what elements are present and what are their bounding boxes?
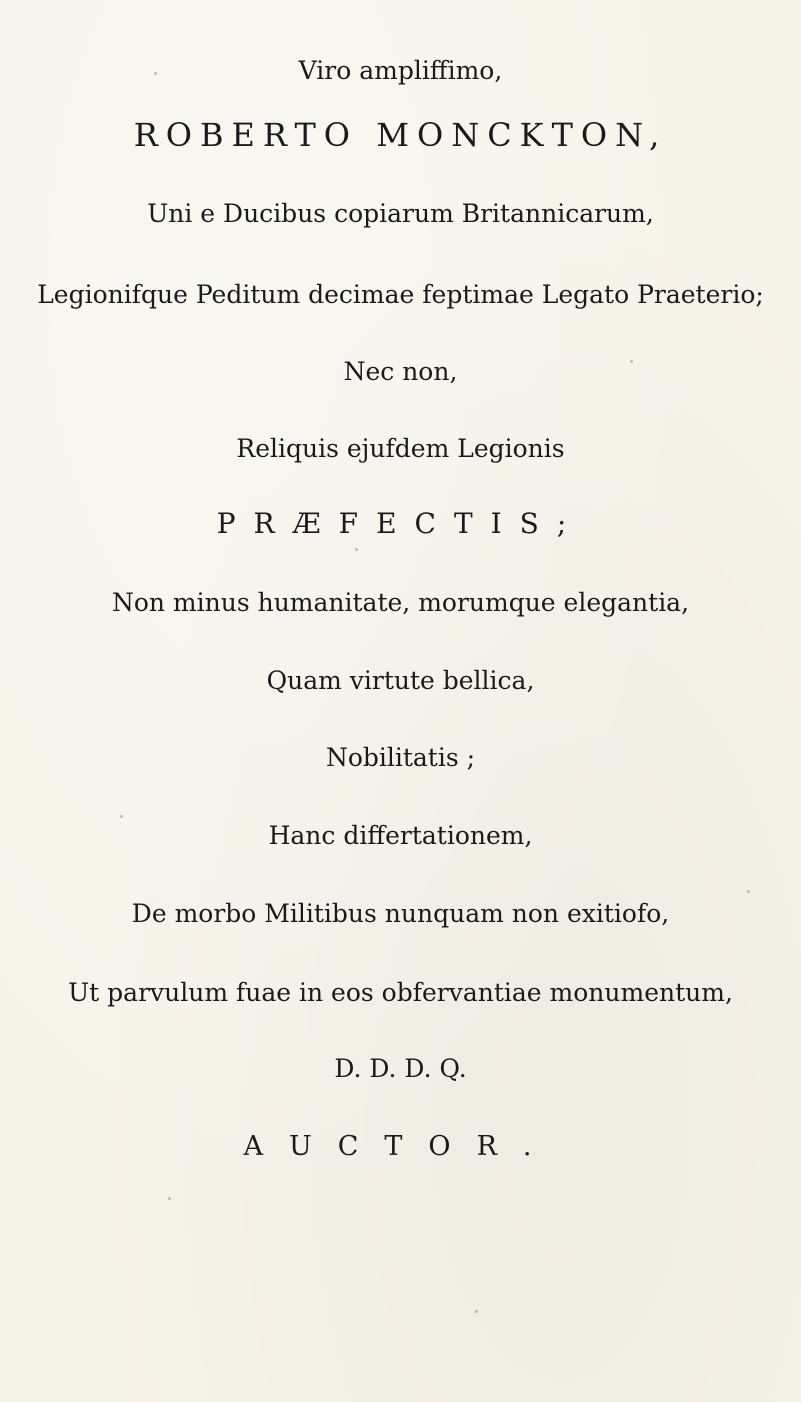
dedication-line-viro: Viro ampliffimo, <box>298 56 503 85</box>
paper-speck <box>630 360 633 363</box>
dedication-line-monumentum: Ut parvulum fuae in eos obfervantiae monumentum, <box>68 978 733 1007</box>
paper-speck <box>747 890 750 893</box>
dedication-name: ROBERTO MONCKTON, <box>133 116 668 154</box>
dedication-line-nec-non: Nec non, <box>343 357 458 386</box>
dedication-line-uni: Uni e Ducibus copiarum Britannicarum, <box>147 199 654 228</box>
dedication-line-nobilitatis: Nobilitatis ; <box>325 743 476 772</box>
paper-speck <box>154 72 157 75</box>
dedication-praefectis: PRÆFECTIS; <box>216 507 585 540</box>
dedication-line-legionis: Legionifque Peditum decimae feptimae Legato Praeterio; <box>37 280 764 309</box>
dedication-line-differtationem: Hanc differtationem, <box>268 821 533 850</box>
dedication-ddd: D. D. D. Q. <box>334 1054 467 1083</box>
paper-speck <box>475 1310 478 1313</box>
paper-speck <box>120 815 123 818</box>
paper-speck <box>168 1197 171 1200</box>
dedication-line-humanitate: Non minus humanitate, morumque elegantia, <box>111 588 690 617</box>
dedication-auctor: AUCTOR. <box>243 1131 558 1162</box>
dedication-line-reliquis: Reliquis ejufdem Legionis <box>236 434 565 463</box>
dedication-line-virtute: Quam virtute bellica, <box>266 666 535 695</box>
paper-speck <box>355 548 358 551</box>
dedication-line-morbo: De morbo Militibus nunquam non exitiofo, <box>131 899 670 928</box>
